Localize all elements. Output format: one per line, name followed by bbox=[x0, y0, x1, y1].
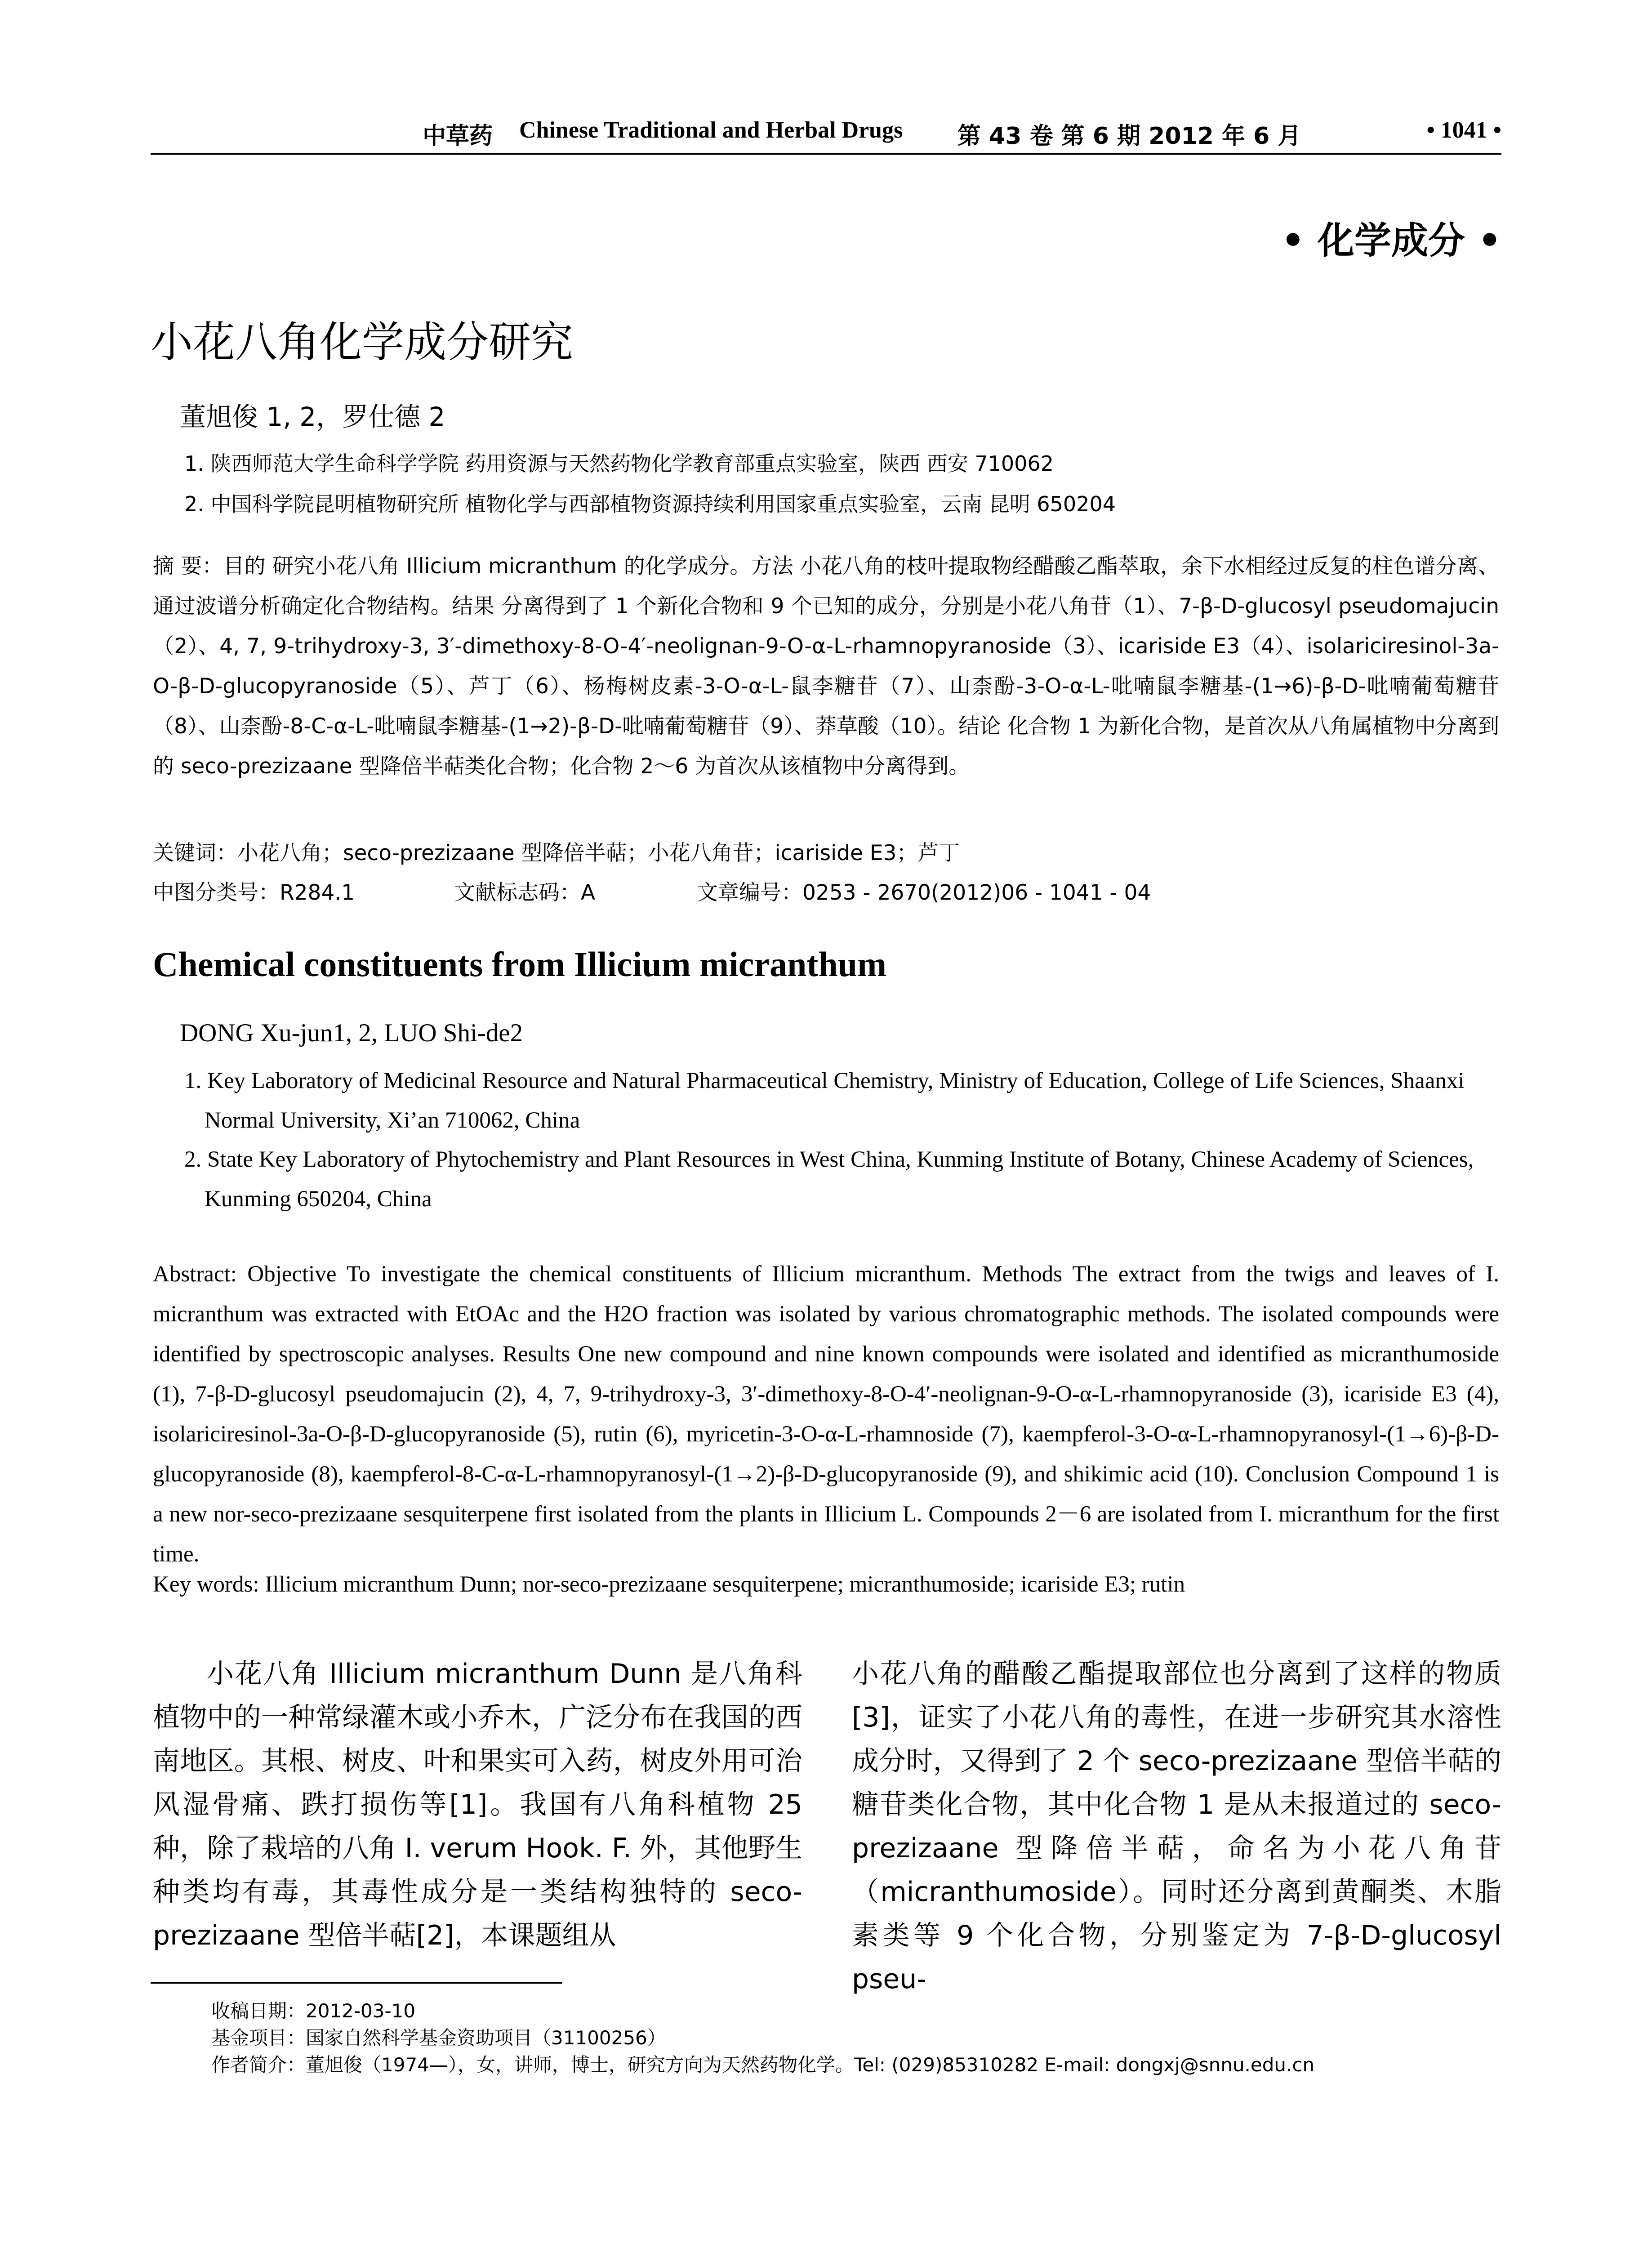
footnote-rule bbox=[151, 1982, 562, 1984]
authors-en: DONG Xu-jun1, 2, LUO Shi-de2 bbox=[180, 1019, 523, 1047]
body-column-right: 小花八角的醋酸乙酯提取部位也分离到了这样的物质[3]，证实了小花八角的毒性，在进一步研究其水溶性成分时，又得到了 2 个 seco-prezizaane 型倍半萜的糖苷类化合物，其中化合物 1 是从未报道过的 seco-prezizaane 型降倍半萜，命名为小花八角苷（micranthumoside）。同时还分离到黄酮类、木脂素类等 9 个化合物，分别鉴定为 7-β-D-glucosyl pseu- bbox=[852, 1658, 1501, 1995]
keywords-cn: 关键词：小花八角；seco-prezizaane 型降倍半萜；小花八角苷；icariside E3；芦丁 bbox=[153, 841, 960, 865]
section-label: • 化学成分 • bbox=[1281, 219, 1501, 262]
abstract-cn: 摘 要：目的 研究小花八角 Illicium micranthum 的化学成分。方法 小花八角的枝叶提取物经醋酸乙酯萃取，余下水相经过反复的柱色谱分离、通过波谱分析确定化合物结构。结果 分离得到了 1 个新化合物和 9 个已知的成分，分别是小花八角苷（1）、7-β-D-glucosyl pseudomajucin（2）、4, 7, 9-trihydroxy-3, 3′-dimethoxy-8-O-4′-neolignan-9-O-α-L-rhamnopyranoside（3）、icariside E3（4）、isolariciresinol-3a-O-β-D-glucopyranoside（5）、芦丁（6）、杨梅树皮素-3-O-α-L-鼠李糖苷（7）、山柰酚-3-O-α-L-吡喃鼠李糖基-(1→6)-β-D-吡喃葡萄糖苷（8）、山柰酚-8-C-α-L-吡喃鼠李糖基-(1→2)-β-D-吡喃葡萄糖苷（9）、莽草酸（10）。结论 化合物 1 为新化合物，是首次从八角属植物中分离到的 seco-prezizaane 型降倍半萜类化合物；化合物 2～6 为首次从该植物中分离得到。 bbox=[153, 554, 1499, 779]
classification-article-no: 文章编号：0253 - 2670(2012)06 - 1041 - 04 bbox=[697, 880, 1151, 905]
journal-name-en: Chinese Traditional and Herbal Drugs bbox=[519, 117, 903, 143]
header-rule bbox=[151, 153, 1501, 155]
affiliation-cn-1: 1. 陕西师范大学生命科学学院 药用资源与天然药物化学教育部重点实验室，陕西 西安 710062 bbox=[184, 451, 1054, 476]
title-en: Chemical constituents from Illicium micranthum bbox=[153, 945, 887, 984]
running-header bbox=[151, 117, 1501, 149]
authors-cn: 董旭俊 1, 2，罗仕德 2 bbox=[180, 401, 445, 432]
keywords-en: Key words: Illicium micranthum Dunn; nor-seco-prezizaane sesquiterpene; micranthumoside; icariside E3; rutin bbox=[153, 1572, 1185, 1597]
page-number: • 1041 • bbox=[1426, 117, 1501, 143]
journal-name-cn: 中草药 bbox=[423, 123, 493, 150]
classification-doc-code: 文献标志码：A bbox=[454, 880, 596, 905]
footnote-author: 作者简介：董旭俊（1974—），女，讲师，博士，研究方向为天然药物化学。Tel: (029)85310282 E-mail: dongxj@snnu.edu.cn bbox=[211, 2054, 1315, 2076]
issue-info: 第 43 卷 第 6 期 2012 年 6 月 bbox=[957, 123, 1301, 150]
title-cn: 小花八角化学成分研究 bbox=[151, 318, 574, 367]
affiliation-en-2: 2. State Key Laboratory of Phytochemistry and Plant Resources in West China, Kunming Institute of Botany, Chinese Academy of Sciences, Kunming 650204, China bbox=[184, 1147, 1474, 1212]
affiliation-en-1: 1. Key Laboratory of Medicinal Resource and Natural Pharmaceutical Chemistry, Ministry of Education, College of Life Sciences, Shaanxi Normal University, Xi’an 710062, China bbox=[184, 1068, 1465, 1133]
footnote-received: 收稿日期：2012-03-10 bbox=[211, 2000, 416, 2022]
body-column-left: 小花八角 Illicium micranthum Dunn 是八角科植物中的一种常绿灌木或小乔木，广泛分布在我国的西南地区。其根、树皮、叶和果实可入药，树皮外用可治风湿骨痛、跌打损伤等[1]。我国有八角科植物 25 种，除了栽培的八角 I. verum Hook. F. 外，其他野生种类均有毒，其毒性成分是一类结构独特的 seco-prezizaane 型倍半萜[2]，本课题组从 bbox=[153, 1658, 802, 1951]
abstract-en: Abstract: Objective To investigate the chemical constituents of Illicium micranthum. Methods The extract from the twigs and leaves of I. micranthum was extracted with EtOAc and the H2O fraction was isolated by various chromatographic methods. The isolated compounds were identified by spectroscopic analyses. Results One new compound and nine known compounds were isolated and identified as micranthumoside (1), 7-β-D-glucosyl pseudomajucin (2), 4, 7, 9-trihydroxy-3, 3′-dimethoxy-8-O-4′-neolignan-9-O-α-L-rhamnopyranoside (3), icariside E3 (4), isolariciresinol-3a-O-β-D-glucopyranoside (5), rutin (6), myricetin-3-O-α-L-rhamnoside (7), kaempferol-3-O-α-L-rhamnopyranosyl-(1→6)-β-D-glucopyranoside (8), kaempferol-8-C-α-L-rhamnopyranosyl-(1→2)-β-D-glucopyranoside (9), and shikimic acid (10). Conclusion Compound 1 is a new nor-seco-prezizaane sesquiterpene first isolated from the plants in Illicium L. Compounds 2－6 are isolated from I. micranthum for the first time. bbox=[153, 1262, 1499, 1567]
affiliation-cn-2: 2. 中国科学院昆明植物研究所 植物化学与西部植物资源持续利用国家重点实验室，云南 昆明 650204 bbox=[184, 492, 1116, 516]
footnote-funding: 基金项目：国家自然科学基金资助项目（31100256） bbox=[211, 2027, 666, 2049]
classification-clc: 中图分类号：R284.1 bbox=[153, 880, 355, 905]
